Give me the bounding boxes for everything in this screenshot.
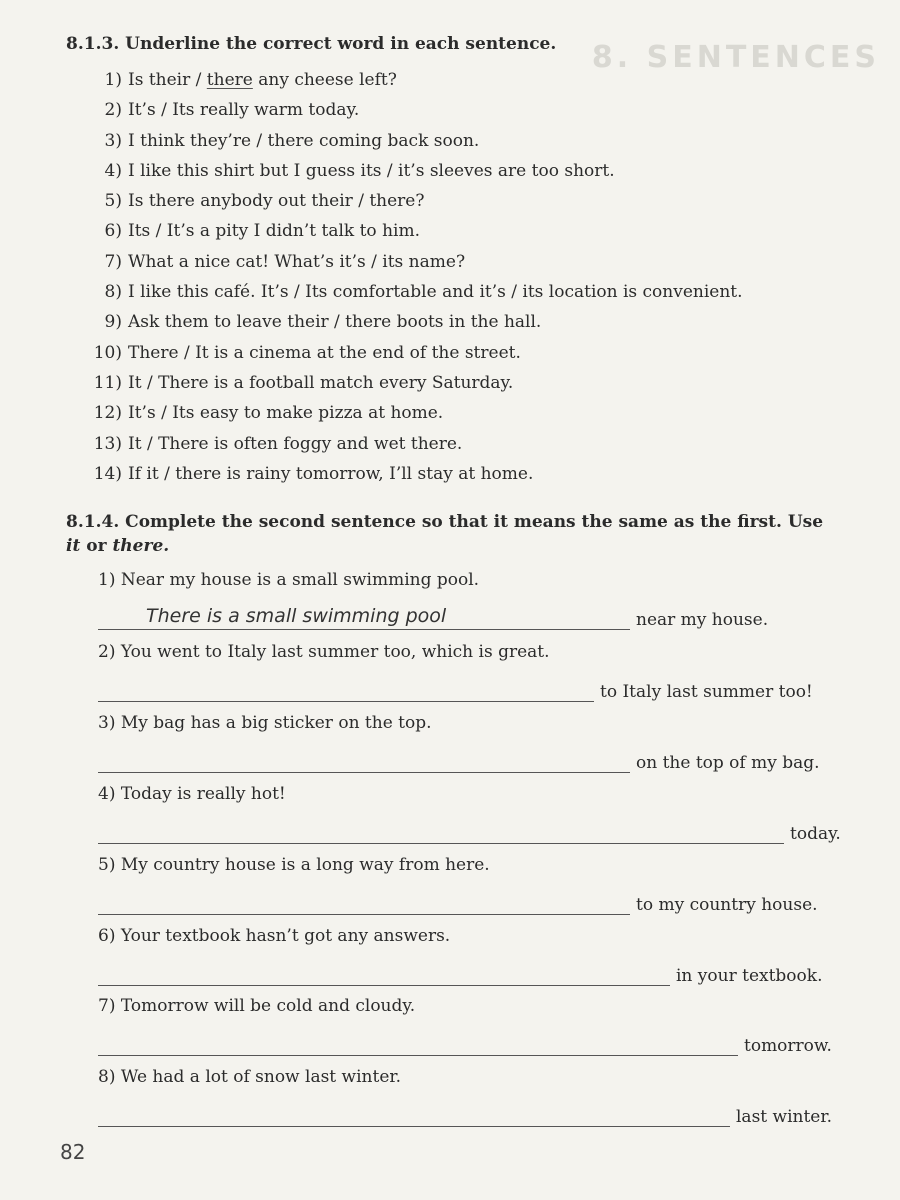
list-item[interactable]: 9) Ask them to leave their / there boots in the hall. — [104, 312, 542, 333]
sentence-ending: near my house. — [636, 610, 769, 630]
task-6: 6) Your textbook hasn’t got any answers. in your textbook. — [98, 926, 823, 986]
answer-blank[interactable]: There is a small swimming pool — [98, 605, 630, 630]
answer-blank[interactable] — [98, 819, 784, 844]
list-item[interactable]: 6) Its / It’s a pity I didn’t talk to him. — [104, 221, 420, 242]
sentence-ending: on the top of my bag. — [636, 753, 820, 773]
list-item[interactable]: 11) It / There is a football match every Saturday. — [93, 372, 514, 393]
underlined-answer: there — [206, 70, 253, 90]
list-item[interactable]: 2) It’s / Its really warm today. — [104, 100, 360, 121]
sentence-ending: last winter. — [736, 1107, 833, 1127]
answer-blank[interactable] — [98, 1031, 738, 1056]
answer-blank[interactable] — [98, 677, 594, 702]
answer-blank[interactable] — [98, 890, 630, 915]
list-item[interactable]: 3) I think they’re / there coming back soon. — [104, 130, 480, 151]
list-item[interactable]: 7) What a nice cat! What’s it’s / its name? — [104, 251, 466, 272]
task-3: 3) My bag has a big sticker on the top. on the top of my bag. — [98, 713, 820, 773]
exercise-8-1-4-heading: 8.1.4. Complete the second sentence so that it means the same as the first. Use it or there. — [66, 512, 824, 556]
task-2: 2) You went to Italy last summer too, which is great. to Italy last summer too! — [98, 642, 813, 702]
list-item[interactable]: 8) I like this café. It’s / Its comfortable and it’s / its location is convenient. — [104, 282, 743, 303]
sentence-ending: to Italy last summer too! — [600, 682, 813, 702]
list-item[interactable]: 14) If it / there is rainy tomorrow, I’ll stay at home. — [93, 463, 534, 484]
sentence-ending: to my country house. — [636, 895, 818, 915]
page-number: 82 — [60, 1140, 86, 1164]
task-5: 5) My country house is a long way from here. to my country house. — [98, 855, 818, 915]
task-4: 4) Today is really hot! today. — [98, 784, 841, 844]
sentence-ending: in your textbook. — [676, 966, 823, 986]
task-8: 8) We had a lot of snow last winter. last winter. — [98, 1067, 833, 1127]
task-1: 1) Near my house is a small swimming pool. There is a small swimming pool near my house. — [98, 570, 769, 630]
sentence-ending: today. — [790, 824, 841, 844]
list-item[interactable]: 5) Is there anybody out their / there? — [104, 191, 425, 212]
exercise-8-1-3-heading: 8.1.3. Underline the correct word in each sentence. — [66, 34, 557, 54]
answer-blank[interactable] — [98, 961, 670, 986]
answer-blank[interactable] — [98, 748, 630, 773]
exercise-8-1-3-list — [62, 68, 743, 492]
sentence-ending: tomorrow. — [744, 1036, 832, 1056]
task-7: 7) Tomorrow will be cold and cloudy. tomorrow. — [98, 996, 832, 1056]
list-item[interactable]: 12) It’s / Its easy to make pizza at home. — [93, 403, 444, 424]
list-item[interactable]: 1) Is their / there any cheese left? — [104, 70, 397, 90]
list-item[interactable]: 10) There / It is a cinema at the end of the street. — [93, 342, 521, 363]
list-item[interactable]: 4) I like this shirt but I guess its / it’s sleeves are too short. — [104, 160, 615, 181]
list-item[interactable]: 13) It / There is often foggy and wet there. — [93, 433, 463, 454]
answer-blank[interactable] — [98, 1102, 730, 1127]
bleed-through-text: 8. SENTENCES — [591, 40, 880, 75]
